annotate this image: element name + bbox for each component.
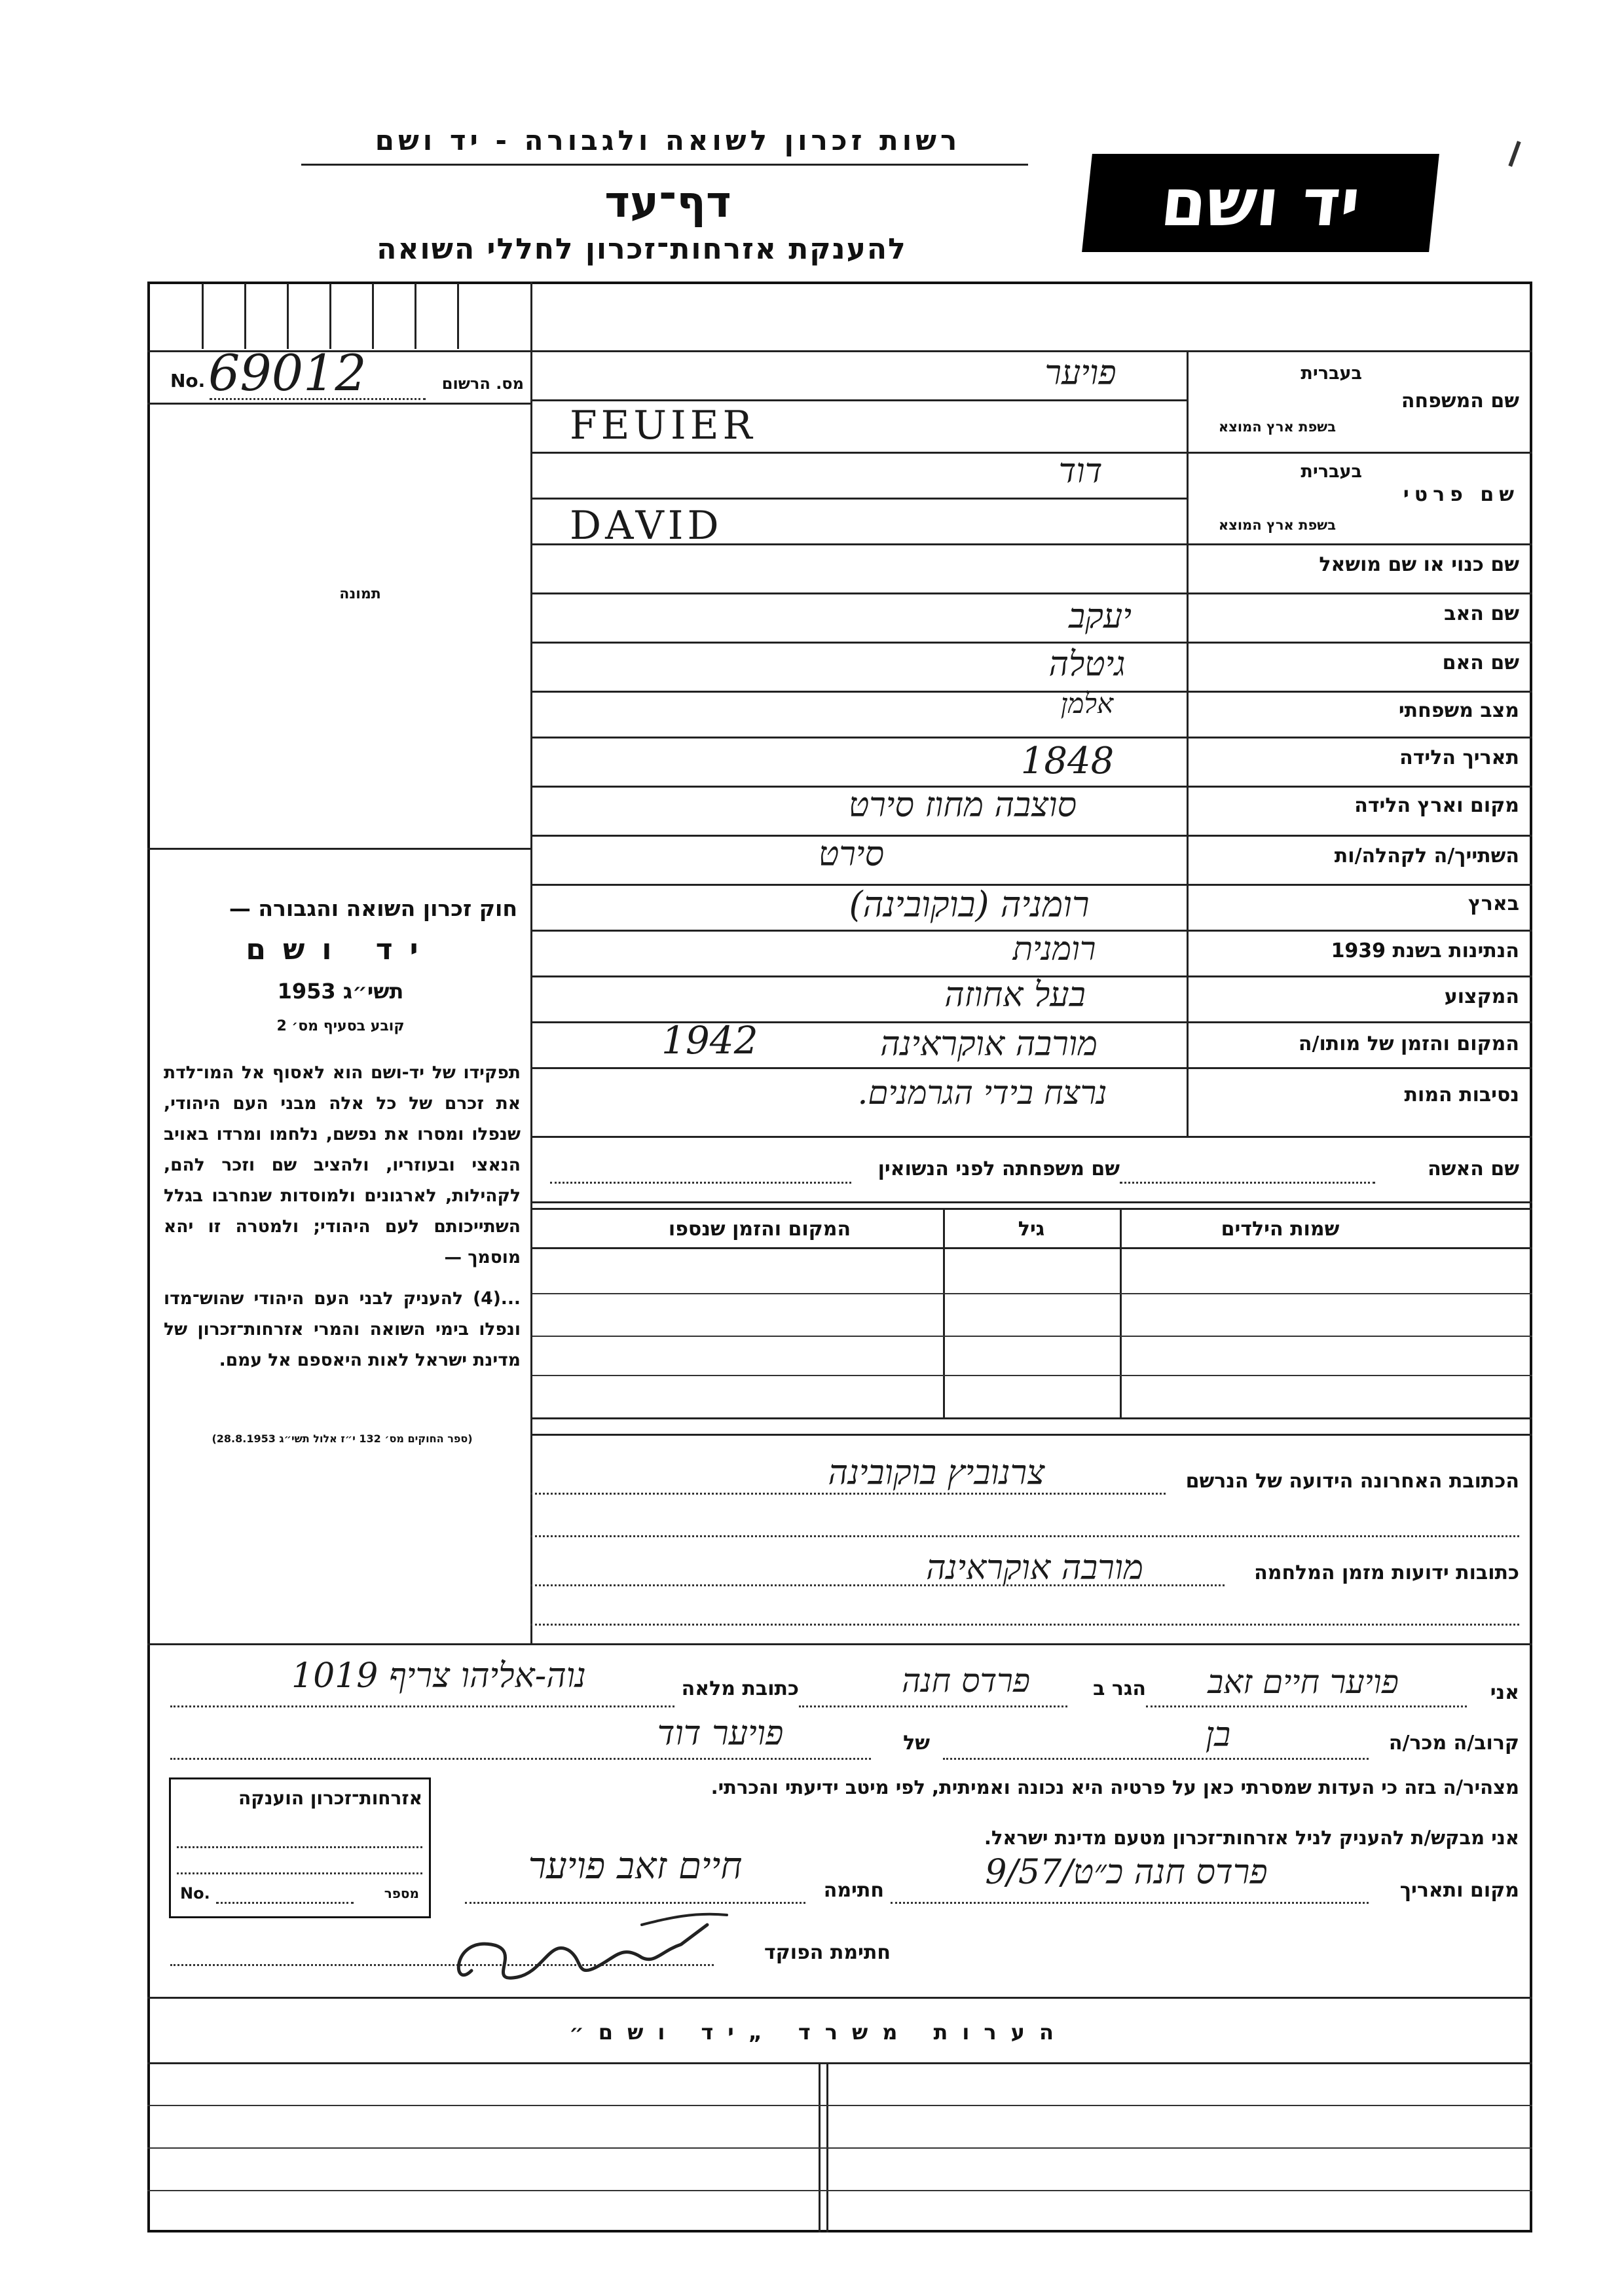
signature-label: חתימה — [823, 1879, 884, 1902]
full-address-value: נוה-אליהו צריף 1019 — [291, 1656, 586, 1696]
children-header-age: גיל — [1018, 1218, 1045, 1241]
children-col-divider — [943, 1208, 945, 1417]
birth-place-value: סוצבה מחוז סירט — [848, 786, 1077, 825]
wartime-address-line-2 — [530, 1624, 1519, 1626]
profession-label: המקצוע — [1444, 985, 1519, 1008]
family-name-hebrew-label: בעברית — [1301, 363, 1362, 384]
children-header-names: שמות הילדים — [1221, 1218, 1340, 1241]
row-line — [532, 835, 1532, 837]
photo-label: תמונה — [339, 586, 381, 602]
country-value: רומניה (בוקובינה) — [849, 884, 1090, 925]
family-name-hebrew-value: פויער — [1044, 354, 1116, 393]
nickname-label: שם כנוי או שם מושאל — [1319, 553, 1519, 576]
citizenship-number-label: מספר — [384, 1886, 419, 1901]
remarks-title: הערות משרד „יד ושם״ — [569, 2020, 1068, 2045]
place-date-value: פרדס חנה כ״ט/9/57 — [985, 1853, 1268, 1892]
children-row — [532, 1375, 1532, 1376]
request-text: אני מבקש/ת להעניק לניל אזרחות־זכרון מטעם מדינת ישראל. — [984, 1827, 1519, 1849]
wife-label: שם האשה — [1428, 1157, 1519, 1180]
declarant-i-label: אני — [1490, 1681, 1519, 1704]
wartime-address-line — [530, 1584, 1225, 1586]
community-label: השתייך/ה לקהלה/ות — [1334, 845, 1519, 867]
city-line — [799, 1705, 1067, 1707]
row-line — [532, 642, 1532, 644]
logo-text: יד ושם — [1157, 164, 1364, 241]
of-label: של — [903, 1732, 930, 1755]
reg-number: 69012 — [208, 344, 367, 402]
birth-date-value: 1848 — [1020, 740, 1115, 782]
children-row — [532, 1336, 1532, 1337]
form-subtitle: להענקת אזרחות־זכרון לחללי השואה — [377, 232, 907, 266]
law-clause: קובע בסעיף מס׳ 2 — [276, 1018, 405, 1034]
relation-label: קרוב/ה מכר/ה — [1388, 1732, 1519, 1755]
first-name-hebrew-label: בעברית — [1301, 462, 1362, 482]
row-line — [532, 592, 1532, 594]
death-circumstances-label: נסיבות המות — [1404, 1084, 1519, 1106]
row-line — [532, 737, 1532, 738]
law-year: תשי״ג 1953 — [277, 979, 404, 1004]
reg-number-line — [210, 398, 426, 400]
citizenship-box-line — [177, 1872, 422, 1874]
children-col-divider — [1120, 1208, 1122, 1417]
row-line — [532, 399, 1187, 401]
community-value: סירט — [818, 835, 885, 874]
reg-no-label: No. — [170, 370, 206, 392]
first-name-origin-value: DAVID — [570, 503, 723, 549]
declarant-name: פויער חיים זאב — [1208, 1663, 1399, 1701]
institution-name: רשות זכרון לשואה ולגבורה - יד ושם — [375, 124, 961, 156]
resides-label: הגר ב — [1093, 1677, 1146, 1700]
citizenship-1939-label: הנתינות בשנת 1939 — [1331, 939, 1519, 962]
row-line — [532, 1067, 1532, 1069]
law-text-1: תפקידו של יד-ושם הוא לאסוף אל המו־לדת את זכרם של כל אלה מבני העם היהודי, שנפלו ומסרו את נפשם, נלחמו ומרדו באויב הנאצי ובעוזריו, ולהציב שם וזכר להם, לקהילות, לארגונים ולמוסדות שנחרבו בגלל השתייכותם לעם היהודי; ולמטרה זו יהא מוסמך — — [164, 1063, 521, 1267]
children-header-line — [532, 1247, 1532, 1249]
reg-row-divider — [147, 403, 532, 405]
full-address-line — [170, 1705, 674, 1707]
remarks-row — [147, 2190, 1532, 2191]
form-title: דף־עד — [604, 177, 731, 227]
first-name-hebrew-value: דוד — [1058, 452, 1103, 491]
citizenship-box-line — [177, 1846, 422, 1848]
law-title: חוק זכרון השואה והגבורה — — [229, 896, 517, 921]
institution-underline — [301, 164, 1028, 166]
of-value: פויער דוד — [657, 1714, 784, 1753]
father-value: יעקב — [1069, 597, 1132, 636]
children-row — [532, 1293, 1532, 1294]
remarks-top — [147, 1997, 1532, 1999]
full-address-label: כתובת מלאה — [681, 1677, 799, 1700]
citizenship-number-line — [216, 1902, 354, 1904]
first-name-origin-label: בשפת ארץ המוצא — [1218, 517, 1336, 533]
city-value: פרדס חנה — [901, 1662, 1031, 1700]
family-name-origin-label: בשפת ארץ המוצא — [1218, 419, 1336, 435]
row-line — [532, 1136, 1532, 1138]
registration-boxes — [149, 283, 529, 349]
last-address-value: צרנוביץ בוקובינה — [828, 1453, 1045, 1493]
children-header-place-time: המקום והזמן שנספו — [668, 1218, 851, 1241]
relation-line — [943, 1758, 1369, 1760]
officer-signature — [445, 1899, 740, 1997]
address-section-top — [532, 1434, 1532, 1436]
row-line — [532, 1201, 1532, 1203]
corner-mark — [1508, 141, 1521, 167]
label-column-divider — [1187, 350, 1189, 1136]
death-year-value: 1942 — [661, 1018, 758, 1063]
remarks-header-line — [147, 2062, 1532, 2064]
wife-line — [1120, 1182, 1375, 1184]
mother-label: שם האם — [1442, 651, 1519, 674]
children-table-bottom — [532, 1417, 1532, 1419]
law-source: (ספר החוקים מס׳ 132 י״ז אלול תשי״ג 28.8.1953) — [212, 1432, 473, 1445]
marital-status-label: מצב משפחתי — [1398, 699, 1519, 722]
wartime-address-value: מורבה אוקראינה — [926, 1548, 1143, 1588]
last-address-label: הכתובת האחרונה הידועה של הנרשם — [1185, 1470, 1519, 1493]
statement-text: מצהיר/ה בזה כי העדות שמסרתי כאן על פרטיה היא נכונה ואמיתית, לפי מיטב ידיעתי והכרתי. — [710, 1776, 1519, 1798]
law-text-2: ...(4) להעניק לבני העם היהודי שהוש־מדו ונפלו בימי השואה והמרי אזרחות־זכרון של מדינת ישראל לאות היאספם אל עמם. — [164, 1288, 521, 1370]
declarant-name-line — [1146, 1705, 1467, 1707]
mother-value: גיטלה — [1048, 645, 1126, 684]
law-name: יד ושם — [246, 933, 435, 966]
reg-label: מס. הרשום — [441, 374, 524, 393]
marital-status-value: אלמן — [1060, 687, 1114, 720]
address-section-bottom — [147, 1643, 1532, 1645]
place-date-label: מקום ותאריך — [1399, 1879, 1519, 1902]
father-label: שם האב — [1444, 602, 1519, 625]
death-circumstances-value: נרצח בידי הגרמנים. — [857, 1074, 1107, 1112]
family-name-origin-value: FEUIER — [570, 403, 756, 448]
wife-maiden-label: שם משפחתה לפני הנשואין — [877, 1157, 1120, 1180]
photo-bottom-line — [147, 848, 532, 850]
yad-vashem-logo — [1082, 154, 1439, 252]
birth-place-label: מקום וארץ הלידה — [1354, 794, 1519, 817]
death-place-value: מורבה אוקראינה — [880, 1025, 1098, 1064]
citizenship-granted-title: אזרחות־זכרון הוענקה — [238, 1787, 422, 1809]
children-table-top — [532, 1208, 1532, 1210]
wife-maiden-line — [550, 1182, 851, 1184]
last-address-line-2 — [530, 1535, 1519, 1537]
place-date-line — [891, 1902, 1369, 1904]
citizenship-1939-value: רומנית — [1012, 930, 1096, 968]
row-line — [532, 498, 1187, 500]
declarant-signature: חיים זאב פויער — [528, 1845, 743, 1887]
remarks-row — [147, 2147, 1532, 2149]
remarks-row — [147, 2105, 1532, 2106]
of-line — [170, 1758, 871, 1760]
relation-value: בן — [1205, 1715, 1231, 1755]
citizenship-no-label: No. — [180, 1884, 210, 1903]
profession-value: בעל אחוזה — [944, 975, 1086, 1015]
country-label: בארץ — [1467, 892, 1519, 915]
last-address-line — [530, 1493, 1166, 1495]
birth-date-label: תאריך הלידה — [1399, 746, 1519, 769]
first-name-label: שם פרטי — [1403, 483, 1519, 506]
left-column-divider — [530, 282, 532, 1643]
family-name-label: שם המשפחה — [1401, 390, 1519, 412]
death-place-time-label: המקום והזמן של מותו/ה — [1298, 1032, 1519, 1055]
wartime-address-label: כתובות ידועות מזמן המלחמה — [1254, 1561, 1519, 1584]
officer-signature-label: חתימת הפוקד — [764, 1941, 891, 1964]
